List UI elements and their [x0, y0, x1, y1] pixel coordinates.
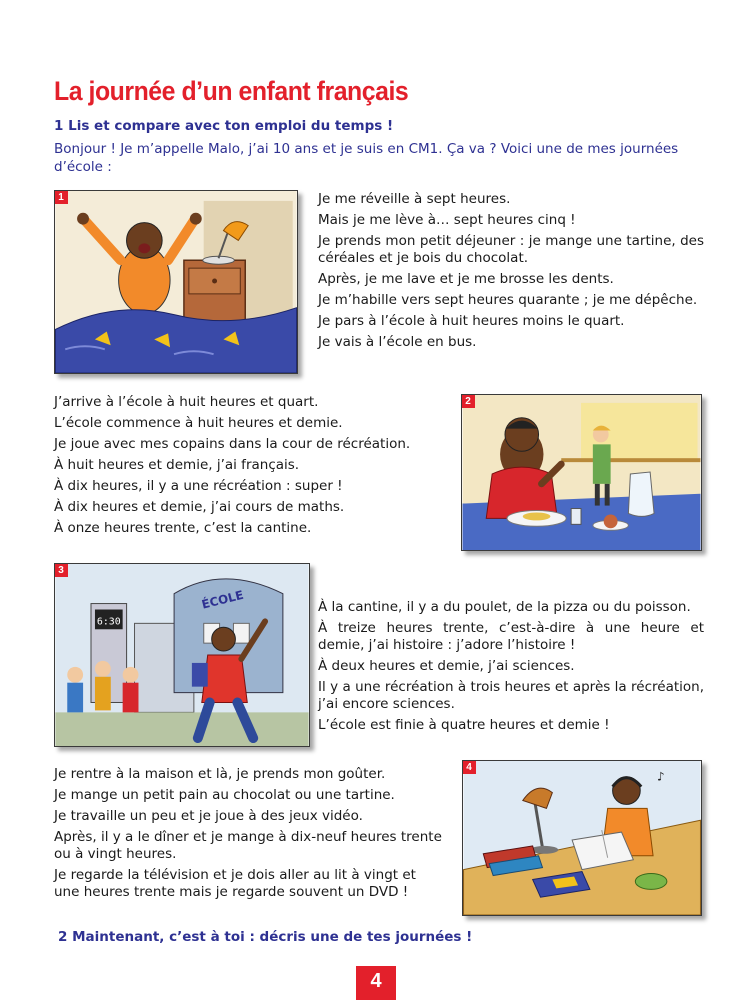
text-line: Mais je me lève à… sept heures cinq ! — [318, 212, 576, 228]
text-line: Je joue avec mes copains dans la cour de récréation. — [54, 436, 411, 452]
illustration-3-school — [54, 563, 310, 747]
text-line: Je mange un petit pain au chocolat ou une tartine. — [54, 787, 395, 803]
school-sign: ÉCOLE — [200, 587, 245, 612]
text-line: À treize heures trente, c’est-à-dire à une heure et demie, j’ai histoire : j’adore l’histoire ! — [318, 620, 704, 653]
text-line: Je rentre à la maison et là, je prends mon goûter. — [54, 766, 386, 782]
panel-number-3: 3 — [54, 563, 68, 577]
text-line: Il y a une récréation à trois heures et après la récréation, j’ai encore sciences. — [318, 679, 704, 712]
text-line: Je m’habille vers sept heures quarante ; je me dépêche. — [318, 292, 698, 308]
panel-number-4: 4 — [462, 760, 476, 774]
illustration-2-cantine — [461, 394, 702, 551]
text-line: Je regarde la télévision et je dois aller au lit à vingt et une heures trente mais je regarde souvent un DVD ! — [54, 867, 416, 900]
bedroom-scene — [55, 191, 297, 373]
page-title: La journée d’un enfant français — [54, 76, 409, 106]
panel-number-1: 1 — [54, 190, 68, 204]
text-section-4 — [54, 766, 442, 905]
text-line: À onze heures trente, c’est la cantine. — [54, 520, 312, 536]
text-line: L’école est finie à quatre heures et demie ! — [318, 717, 610, 733]
text-section-3 — [318, 599, 704, 738]
text-line: Je vais à l’école en bus. — [318, 334, 477, 350]
text-line: Après, je me lave et je me brosse les dents. — [318, 271, 614, 287]
text-line: Je travaille un peu et je joue à des jeux vidéo. — [54, 808, 363, 824]
text-line: Je prends mon petit déjeuner : je mange une tartine, des céréales et je bois du chocolat. — [318, 233, 704, 266]
exercise-2-instruction: 2 Maintenant, c’est à toi : décris une de tes journées ! — [58, 929, 473, 945]
illustration-1-waking-up — [54, 190, 298, 374]
text-line: L’école commence à huit heures et demie. — [54, 415, 343, 431]
illustration-4-homework — [462, 760, 702, 916]
text-line: Après, il y a le dîner et je mange à dix-neuf heures trente ou à vingt heures. — [54, 829, 442, 862]
text-line: Je pars à l’école à huit heures moins le quart. — [318, 313, 625, 329]
text-section-2 — [54, 394, 454, 541]
page-number: 4 — [356, 966, 396, 1000]
cantine-scene — [462, 395, 701, 550]
desk-scene — [463, 761, 701, 915]
panel-number-2: 2 — [461, 394, 475, 408]
clock-display: 6:30 — [96, 616, 121, 628]
text-line: À huit heures et demie, j’ai français. — [54, 457, 300, 473]
text-line: J’arrive à l’école à huit heures et quart. — [54, 394, 319, 410]
exercise-1-instruction: 1 Lis et compare avec ton emploi du temps ! — [54, 118, 394, 134]
svg-text:♪: ♪ — [657, 769, 665, 784]
school-scene — [55, 564, 309, 746]
text-line: Je me réveille à sept heures. — [318, 191, 511, 207]
text-line: À deux heures et demie, j’ai sciences. — [318, 658, 575, 674]
intro-paragraph: Bonjour ! Je m’appelle Malo, j’ai 10 ans et je suis en CM1. Ça va ? Voici une de mes journées d’école : — [54, 141, 679, 175]
text-section-1 — [318, 191, 704, 355]
text-line: À dix heures, il y a une récréation : super ! — [54, 478, 343, 494]
text-line: À la cantine, il y a du poulet, de la pizza ou du poisson. — [318, 599, 691, 615]
text-line: À dix heures et demie, j’ai cours de maths. — [54, 499, 345, 515]
